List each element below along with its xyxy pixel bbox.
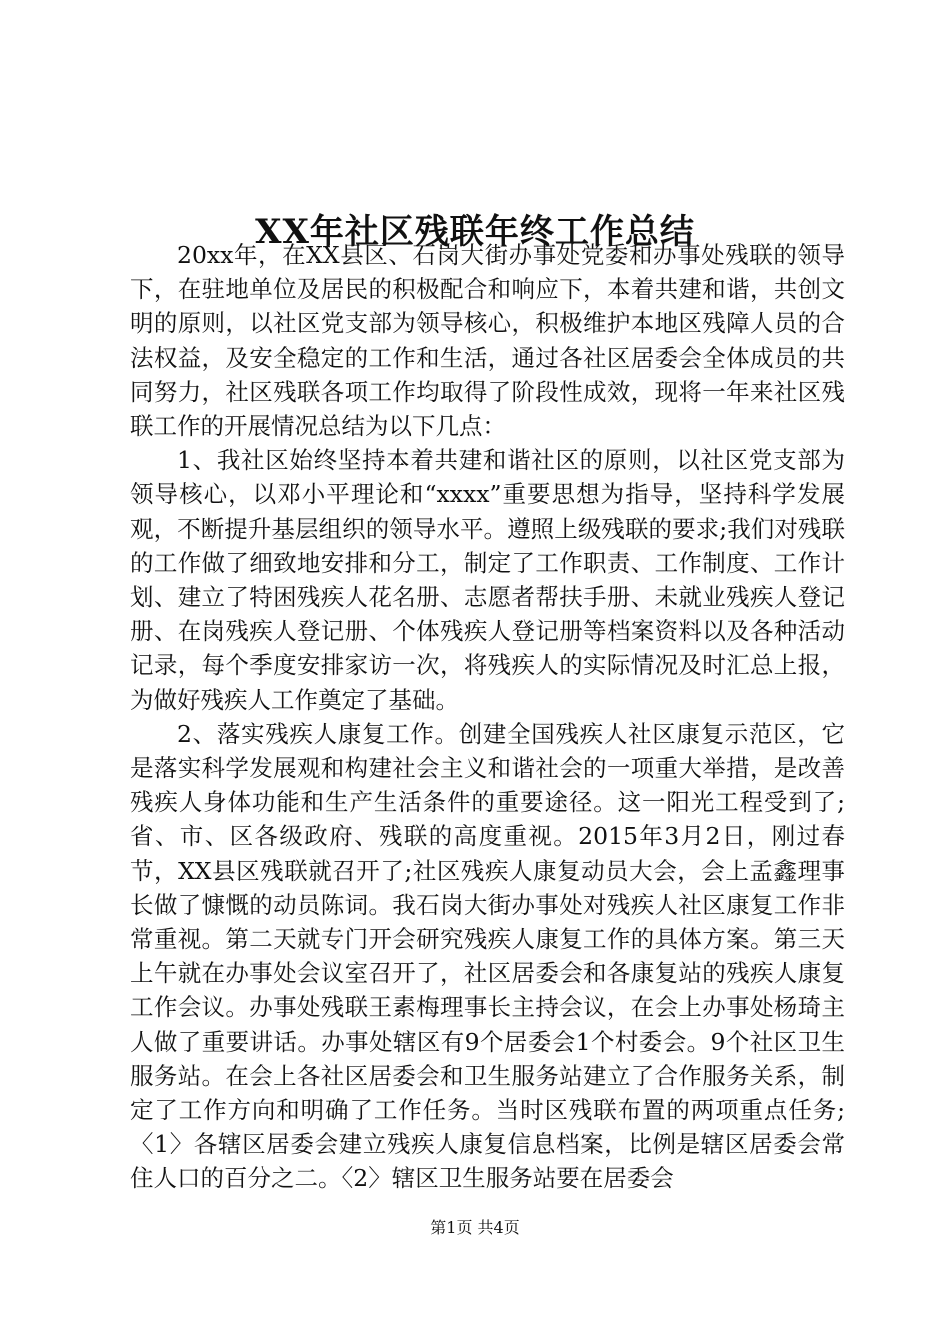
paragraph-section-2: 2、落实残疾人康复工作。创建全国残疾人社区康复示范区，它是落实科学发展观和构建社会主义和谐社会的一项重大举措，是改善残疾人身体功能和生产生活条件的重要途径。这一阳光工程受到了;省、市、区各级政府、残联的高度重视。2015年3月2日，刚过春节，XX县区残联就召开了;社区残疾人康复动员大会，会上孟鑫理事长做了慷慨的动员陈词。我石岗大街办事处对残疾人社区康复工作非常重视。第二天就专门开会研究残疾人康复工作的具体方案。第三天上午就在办事处会议室召开了，社区居委会和各康复站的残疾人康复工作会议。办事处残联王素梅理事长主持会议，在会上办事处杨琦主人做了重要讲话。办事处辖区有9个居委会1个村委会。9个社区卫生服务站。在会上各社区居委会和卫生服务站建立了合作服务关系，制定了工作方向和明确了工作任务。当时区残联布置的两项重点任务;〈1〉各辖区居委会建立残疾人康复信息档案，比例是辖区居委会常住人口的百分之二。〈2〉辖区卫生服务站要在居委会: [130, 719, 845, 1193]
page-number-footer: 第1页 共4页: [430, 1218, 520, 1237]
document-title: XX年社区残联年终工作总结: [255, 211, 695, 252]
document-body: [130, 238, 845, 1196]
paragraph-intro: 20xx年，在XX县区、石岗大街办事处党委和办事处残联的领导下，在驻地单位及居民的积极配合和响应下，本着共建和谐，共创文明的原则，以社区党支部为领导核心，积极维护本地区残障人员的合法权益，及安全稳定的工作和生活，通过各社区居委会全体成员的共同努力，社区残联各项工作均取得了阶段性成效，现将一年来社区残联工作的开展情况总结为以下几点：: [130, 241, 845, 441]
paragraph-section-1: 1、我社区始终坚持本着共建和谐社区的原则，以社区党支部为领导核心，以邓小平理论和“xxxx”重要思想为指导，坚持科学发展观，不断提升基层组织的领导水平。遵照上级残联的要求;我们对残联的工作做了细致地安排和分工，制定了工作职责、工作制度、工作计划、建立了特困残疾人花名册、志愿者帮扶手册、未就业残疾人登记册、在岗残疾人登记册、个体残疾人登记册等档案资料以及各种活动记录，每个季度安排家访一次，将残疾人的实际情况及时汇总上报，为做好残疾人工作奠定了基础。: [130, 446, 845, 714]
